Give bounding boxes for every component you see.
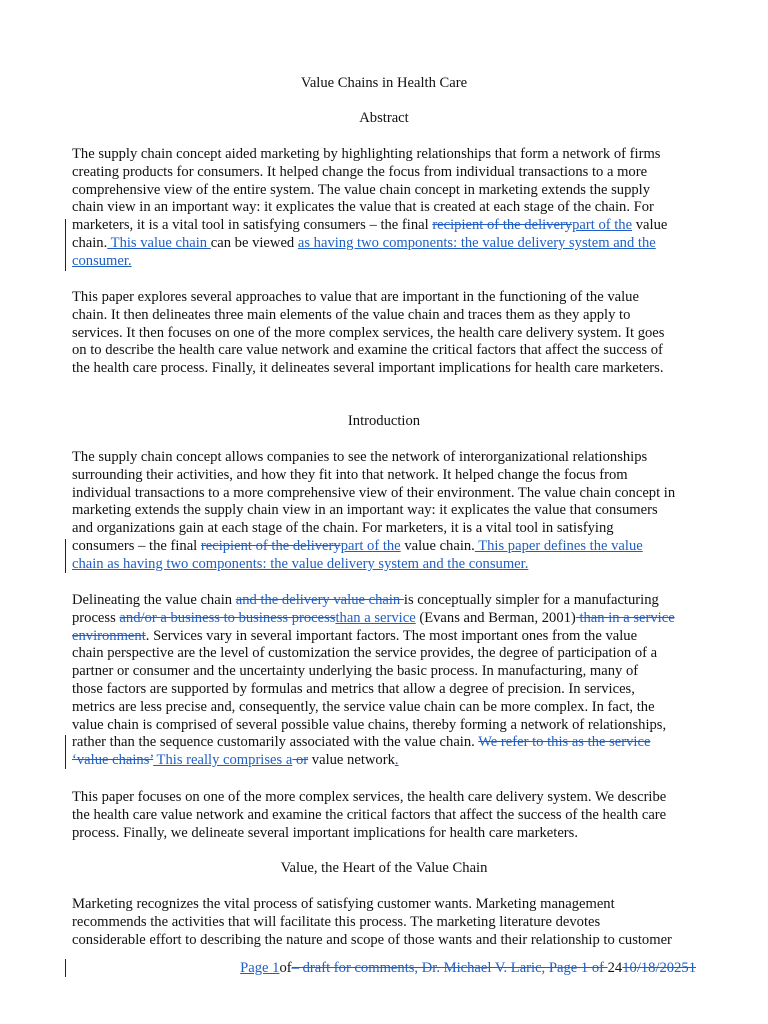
text-run: 24 xyxy=(607,960,623,976)
tracked-insertion: Page 1 xyxy=(240,960,280,976)
introduction-paragraph-2 xyxy=(72,592,696,770)
tracked-insertion: . xyxy=(394,752,399,769)
tracked-insertion: part of the xyxy=(572,217,633,234)
text-line xyxy=(72,556,696,574)
text-line xyxy=(72,146,696,164)
text-line xyxy=(72,520,696,538)
text-run: of xyxy=(279,960,292,976)
introduction-paragraph-1 xyxy=(72,449,696,574)
text-run: metrics are less precise and, consequently, the service value chain can be more complex. In fact, the xyxy=(72,698,655,715)
text-run: rather than the sequence customarily associated with the value chain. xyxy=(72,734,479,751)
text-run: creating products for consumers. It helped change the focus from individual transactions to a more xyxy=(72,163,648,180)
text-run: consumers – the final xyxy=(72,537,201,554)
text-run: recommends the activities that will facilitate this process. The marketing literature devotes xyxy=(72,913,601,930)
text-line xyxy=(72,485,696,503)
text-run: the health care process. Finally, it delineates several important implications for health care marketers. xyxy=(72,360,664,377)
tracked-deletion: We refer to this as the service xyxy=(478,734,651,751)
text-run: surrounding their activities, and how they fit into that network. It helped change the focus from xyxy=(72,466,628,483)
text-run: services. It then focuses on one of the more complex services, the health care delivery system. It goes xyxy=(72,324,665,341)
value-paragraph-1 xyxy=(72,896,696,949)
text-run: Delineating the value chain xyxy=(72,592,236,608)
text-line xyxy=(72,896,696,914)
tracked-insertion: This paper defines the value xyxy=(474,537,643,554)
tracked-insertion: chain as having two components: the value delivery system and the consumer. xyxy=(72,555,529,572)
text-line xyxy=(72,752,696,770)
text-line xyxy=(72,307,696,325)
text-line xyxy=(72,449,696,467)
text-run: marketing extends the supply chain view in an important way: it explicates the value that consumers xyxy=(72,502,658,519)
text-line xyxy=(72,502,696,520)
text-run: Marketing recognizes the vital process of satisfying customer wants. Marketing management xyxy=(72,896,615,912)
tracked-deletion: recipient of the delivery xyxy=(432,217,573,234)
text-line xyxy=(72,217,696,235)
tracked-deletion: recipient of the delivery xyxy=(200,537,341,554)
text-run: is conceptually simpler for a manufacturing xyxy=(403,592,659,608)
value-section-heading: Value, the Heart of the Value Chain xyxy=(280,860,488,876)
text-line xyxy=(72,663,696,681)
text-line xyxy=(72,628,696,646)
document-title: Value Chains in Health Care xyxy=(300,75,468,91)
abstract-paragraph-1 xyxy=(72,146,696,271)
text-line xyxy=(72,610,696,628)
text-line xyxy=(72,253,696,271)
text-line xyxy=(72,235,696,253)
tracked-deletion: – draft for comments, Dr. Michael V. Laric, Page 1 of xyxy=(291,960,608,976)
text-run: This paper focuses on one of the more complex services, the health care delivery system. We describe xyxy=(72,789,667,805)
text-line xyxy=(72,645,696,663)
abstract-heading: Abstract xyxy=(359,110,409,126)
text-line xyxy=(72,538,696,556)
tracked-deletion: ‘value chains’ xyxy=(72,752,154,769)
text-line xyxy=(72,342,696,360)
revision-change-bar xyxy=(65,959,66,977)
text-line xyxy=(72,734,696,752)
text-run: This paper explores several approaches to value that are important in the functioning of the value xyxy=(72,289,639,305)
text-run: comprehensive view of the entire system. The value chain concept in marketing extends the supply xyxy=(72,181,651,198)
text-line xyxy=(72,199,696,217)
text-run: and organizations gain at each stage of the chain. For marketers, it is a vital tool in satisfying xyxy=(72,520,614,537)
tracked-deletion: and the delivery value chain xyxy=(235,592,404,608)
text-line xyxy=(72,681,696,699)
tracked-deletion: or xyxy=(292,752,309,769)
text-run: value chain. xyxy=(400,537,475,554)
text-run: considerable effort to describing the nature and scope of those wants and their relationship to customer xyxy=(72,931,672,948)
text-run: chain. xyxy=(72,234,108,251)
tracked-insertion: consumer. xyxy=(72,252,132,269)
text-run: on to describe the health care value network and examine the critical factors that affect the success of xyxy=(72,342,663,359)
text-run: chain perspective are the level of customization the service provides, the degree of participation of a xyxy=(72,645,658,662)
text-run: value xyxy=(632,217,668,234)
text-line xyxy=(72,789,696,807)
text-line xyxy=(72,360,696,378)
text-line xyxy=(72,467,696,485)
text-line xyxy=(72,182,696,200)
text-line xyxy=(72,932,696,950)
tracked-deletion: and/or a business to business process xyxy=(119,609,336,626)
tracked-insertion: This really comprises a xyxy=(153,752,293,769)
revision-change-bar xyxy=(65,219,66,271)
tracked-deletion: than in a service xyxy=(575,609,675,626)
text-line xyxy=(72,717,696,735)
introduction-heading: Introduction xyxy=(347,413,421,429)
tracked-deletion: 10/18/20251 xyxy=(622,960,696,976)
text-line xyxy=(72,325,696,343)
text-line xyxy=(72,807,696,825)
text-run: . Services vary in several important factors. The most important ones from the value xyxy=(145,627,638,644)
revision-change-bar xyxy=(65,539,66,573)
text-run: chain view in an important way: it explicates the value that is created at each stage of the chain. For xyxy=(72,199,654,216)
text-run: value network xyxy=(308,752,395,769)
tracked-deletion: environment xyxy=(72,627,146,644)
tracked-insertion: as having two components: the value delivery system and the xyxy=(297,234,656,251)
text-run: those factors are supported by formulas and metrics that allow a degree of precision. In services, xyxy=(72,680,635,697)
introduction-paragraph-3 xyxy=(72,789,696,842)
text-run: process xyxy=(72,609,120,626)
tracked-insertion: part of the xyxy=(340,537,401,554)
abstract-paragraph-2 xyxy=(72,289,696,378)
text-line xyxy=(72,164,696,182)
text-line xyxy=(72,289,696,307)
text-run: individual transactions to a more comprehensive view of their environment. The value chain concept in xyxy=(72,484,676,501)
text-run: chain. It then delineates three main elements of the value chain and traces them as they apply to xyxy=(72,306,631,323)
tracked-insertion: than a service xyxy=(335,609,416,626)
text-line xyxy=(72,592,696,610)
tracked-insertion: This value chain xyxy=(107,234,211,251)
page-footer xyxy=(240,960,696,978)
revision-change-bar xyxy=(65,735,66,769)
text-run: the health care value network and examine the critical factors that affect the success of the health care xyxy=(72,806,667,823)
text-line xyxy=(72,825,696,843)
text-line xyxy=(72,699,696,717)
text-run: process. Finally, we delineate several important implications for health care marketers. xyxy=(72,824,578,841)
text-run: can be viewed xyxy=(210,234,298,251)
text-run: (Evans and Berman, 2001) xyxy=(415,609,576,626)
text-run: marketers, it is a vital tool in satisfying consumers – the final xyxy=(72,217,433,234)
text-run: The supply chain concept allows companies to see the network of interorganizational relationships xyxy=(72,449,648,465)
text-run: partner or consumer and the uncertainty underlying the basic process. In manufacturing, many of xyxy=(72,663,639,680)
text-line xyxy=(72,914,696,932)
text-run: The supply chain concept aided marketing by highlighting relationships that form a network of firms xyxy=(72,146,661,162)
text-run: value chain is comprised of several possible value chains, thereby forming a network of relationships, xyxy=(72,716,667,733)
